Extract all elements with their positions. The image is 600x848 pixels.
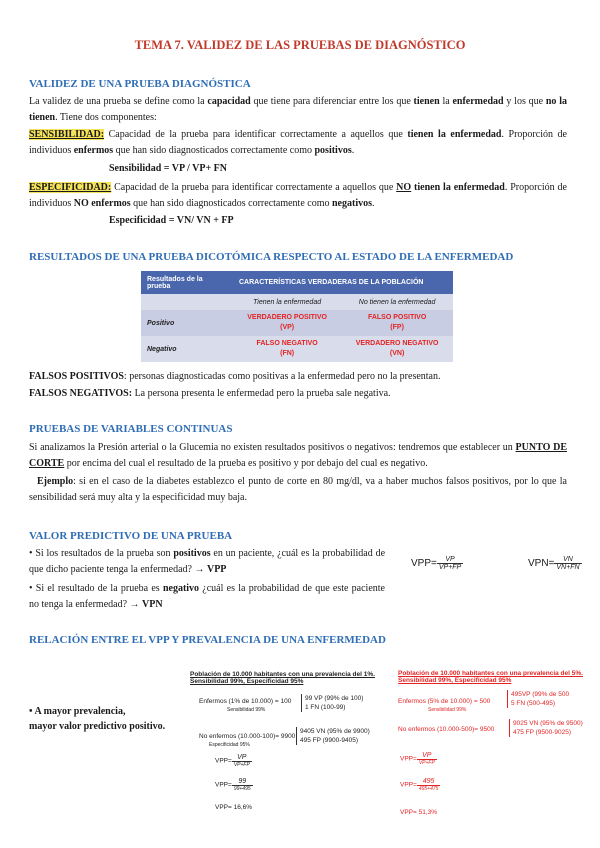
- example-5pct-vp-fn: [507, 690, 569, 708]
- text: (VN): [389, 350, 405, 357]
- text: Enfermos (5% de 10.000) = 500: [398, 698, 491, 705]
- text: FALSOS NEGATIVOS:: [29, 388, 133, 399]
- text: . Tiene dos componentes:: [55, 112, 157, 123]
- text: VERDADERO NEGATIVO: [355, 340, 439, 347]
- text: NO: [396, 182, 412, 193]
- example-5pct: [398, 670, 598, 684]
- ejemplo-paragraph: [29, 474, 567, 506]
- vpp-formula: [411, 556, 463, 571]
- text: Capacidad de la prueba para identificar correctamente a aquellos que: [104, 129, 408, 140]
- example-1pct-vpp-values: [215, 778, 253, 792]
- text: 5 FN (500-495): [511, 700, 556, 707]
- fraction: [417, 778, 441, 792]
- text: capacidad: [207, 96, 251, 107]
- text: 99+495: [233, 786, 251, 792]
- text: 9025 VN (95% de 9500): [513, 720, 583, 727]
- text: FALSO POSITIVO: [367, 314, 427, 321]
- text: 495 FP (9900-9405): [300, 737, 359, 744]
- example-1pct-no-enfermos: [199, 733, 295, 748]
- example-5pct-vn-fp: [509, 719, 583, 737]
- text: FALSO NEGATIVO: [256, 340, 318, 347]
- text: • A mayor prevalencia,: [29, 706, 126, 717]
- text: VPP=: [400, 755, 417, 763]
- text: . Proporción de individuos: [29, 129, 567, 156]
- example-5pct-enfermos: [398, 698, 490, 713]
- text: positivos: [173, 548, 211, 559]
- example-1pct-enfermos: [199, 698, 291, 713]
- example-1pct: [190, 671, 395, 685]
- text: Sensibilidad 99%: [428, 707, 467, 713]
- example-1pct-vp-fn: [301, 694, 363, 712]
- text: FALSOS POSITIVOS: [29, 371, 124, 382]
- text: VN+FN: [556, 564, 580, 571]
- text: la: [439, 96, 453, 107]
- sensibilidad-formula: Sensibilidad = VP / VP+ FN: [109, 163, 228, 174]
- text: . Proporción de individuos: [29, 182, 567, 209]
- prevalencia-note: [29, 704, 165, 734]
- text: VP+FP: [438, 564, 462, 571]
- continuas-paragraph: [29, 440, 567, 472]
- text: Enfermos (1% de 10.000) = 100: [199, 698, 292, 705]
- text: enfermedad: [452, 96, 504, 107]
- example-5pct-vpp-values: [400, 778, 440, 792]
- text: enfermos: [73, 145, 114, 156]
- results-table: [141, 271, 453, 362]
- text: • Si los resultados de la prueba son: [29, 548, 174, 559]
- text: y los que: [503, 96, 546, 107]
- text: 1 FN (100-99): [305, 704, 346, 711]
- cell-fn: [233, 336, 341, 362]
- text: positivos: [314, 145, 352, 156]
- text: ¿cuál es la probabilidad de que este paciente no tenga la enfermedad? →: [29, 583, 385, 610]
- text: .: [351, 145, 355, 156]
- text: 495: [417, 778, 441, 786]
- text: La validez de una prueba se define como la: [29, 96, 208, 107]
- table-subheader-no-tienen: No tienen la enfermedad: [341, 294, 453, 310]
- text: Si analizamos la Presión arterial o la Glucemia no existen resultados positivos o negativos: tendremos que establecer un: [29, 442, 516, 453]
- vpn-formula: [528, 556, 582, 571]
- vpp-fraction: [437, 556, 463, 571]
- text: VPP=: [215, 757, 232, 765]
- cell-fp: [341, 310, 453, 336]
- row-label-positivo: Positivo: [141, 310, 233, 336]
- text: VPN: [142, 599, 163, 610]
- text: Sensibilidad 99%: [227, 707, 266, 713]
- text: : si en el caso de la diabetes establezco el punto de corte en 80 mg/dl, va a haber muchos falsos positivos, por lo que la sensibilidad será muy alta y la especificidad muy baja.: [29, 476, 567, 503]
- sensibilidad-label: SENSIBILIDAD:: [29, 129, 105, 140]
- example-subtitle: Sensibilidad 99%, Especificidad 95%: [190, 678, 304, 685]
- text: 475 FP (9500-9025): [513, 729, 572, 736]
- fraction: [232, 778, 253, 792]
- example-subtitle: Sensibilidad 99%, Especificidad 95%: [398, 677, 512, 684]
- text: que han sido diagnosticados correctamente como: [113, 145, 315, 156]
- page-title: TEMA 7. VALIDEZ DE LAS PRUEBAS DE DIAGNÓSTICO: [134, 38, 466, 52]
- falsos-negativos-line: [29, 386, 567, 402]
- example-title: Población de 10.000 habitantes con una prevalencia del 1%.: [190, 671, 375, 678]
- text: que han sido diagnosticados correctamente como: [130, 198, 332, 209]
- text: VERDADERO POSITIVO: [247, 314, 327, 321]
- example-5pct-vpp-result: VPP= 51,3%: [400, 809, 438, 816]
- text: en un paciente, ¿cuál es la probabilidad de que dicho paciente tenga la enfermedad? →: [29, 548, 386, 575]
- text: VN: [554, 556, 581, 564]
- text: 99: [232, 778, 253, 786]
- text: tienen la enfermedad: [411, 182, 505, 193]
- section-heading-validez: VALIDEZ DE UNA PRUEBA DIAGNÓSTICA: [29, 78, 251, 90]
- example-1pct-vpp-formula: [215, 754, 252, 768]
- text: Especificidad 95%: [209, 742, 250, 748]
- text: Capacidad de la prueba para identificar correctamente a aquellos que: [111, 182, 397, 193]
- text: (FP): [390, 324, 404, 331]
- text: VP: [232, 754, 252, 762]
- text: VPP=: [400, 781, 417, 789]
- row-label-negativo: Negativo: [141, 336, 233, 362]
- cell-vp: [233, 310, 341, 336]
- fraction: [232, 754, 252, 768]
- text: La persona presenta le enfermedad pero la prueba sale negativa.: [132, 388, 391, 399]
- section-heading-continuas: PRUEBAS DE VARIABLES CONTINUAS: [29, 423, 233, 435]
- text: tienen la enfermedad: [407, 129, 502, 140]
- text: (FN): [280, 350, 295, 357]
- sensibilidad-paragraph: [29, 127, 567, 159]
- text: no la tienen: [29, 96, 567, 123]
- text: VP+FP: [233, 762, 250, 768]
- text: por encima del cual el resultado de la prueba es positivo y por debajo del cual es negativo.: [64, 458, 428, 469]
- text: 9405 VN (95% de 9900): [300, 728, 370, 735]
- text: 495VP (99% de 500: [511, 691, 570, 698]
- text: NO enfermos: [73, 198, 131, 209]
- text: PUNTO DE CORTE: [29, 442, 567, 469]
- text: VP+FP: [418, 760, 435, 766]
- section-heading-vpp-prevalencia: RELACIÓN ENTRE EL VPP Y PREVALENCIA DE UNA ENFERMEDAD: [29, 634, 386, 646]
- text: tienen: [413, 96, 440, 107]
- text: que tiene para diferenciar entre los que: [250, 96, 414, 107]
- text: : personas diagnosticadas como positivas a la enfermedad pero no la presentan.: [123, 371, 441, 382]
- vpp-bullet: [29, 546, 385, 578]
- text: negativo: [162, 583, 200, 594]
- text: .: [372, 198, 375, 209]
- text: Ejemplo: [37, 476, 74, 487]
- vpn-fraction: [554, 556, 581, 571]
- text: mayor valor predictivo positivo.: [29, 721, 166, 732]
- validez-intro: [29, 94, 567, 126]
- especificidad-label: ESPECIFICIDAD:: [29, 182, 112, 193]
- especificidad-formula: Especificidad = VN/ VN + FP: [109, 215, 234, 226]
- cell-vn: [341, 336, 453, 362]
- section-heading-resultados: RESULTADOS DE UNA PRUEBA DICOTÓMICA RESPECTO AL ESTADO DE LA ENFERMEDAD: [29, 251, 514, 263]
- text: negativos: [332, 198, 372, 209]
- text: • Si el resultado de la prueba es: [29, 583, 163, 594]
- especificidad-paragraph: [29, 180, 567, 212]
- text: VP: [417, 752, 437, 760]
- table-header-resultados: Resultados de la prueba: [141, 271, 233, 294]
- text: 99 VP (99% de 100): [305, 695, 364, 702]
- falsos-positivos-line: [29, 369, 567, 385]
- text: VPP=: [411, 558, 437, 570]
- text: 495+475: [418, 786, 439, 792]
- example-5pct-no-enfermos: No enfermos (10.000-500)= 9500: [398, 726, 495, 733]
- example-1pct-vpp-result: VPP= 16,6%: [215, 804, 253, 811]
- text: VP: [437, 556, 463, 564]
- example-1pct-vn-fp: [296, 727, 370, 745]
- text: VPN=: [528, 558, 555, 570]
- section-heading-valor-predictivo: VALOR PREDICTIVO DE UNA PRUEBA: [29, 530, 233, 542]
- text: No enfermos (10.000-100)= 9900: [199, 733, 296, 740]
- table-subheader-empty: [141, 294, 233, 310]
- vpn-bullet: [29, 581, 385, 613]
- example-5pct-vpp-formula: [400, 752, 437, 766]
- text: VPP: [206, 564, 227, 575]
- text: (VP): [280, 324, 295, 331]
- fraction: [417, 752, 437, 766]
- table-header-caracteristicas: CARACTERÍSTICAS VERDADERAS DE LA POBLACIÓN: [233, 271, 453, 294]
- example-title: Población de 10.000 habitantes con una prevalencia del 5%.: [398, 670, 583, 677]
- text: VPP=: [215, 781, 232, 789]
- table-subheader-tienen: Tienen la enfermedad: [233, 294, 341, 310]
